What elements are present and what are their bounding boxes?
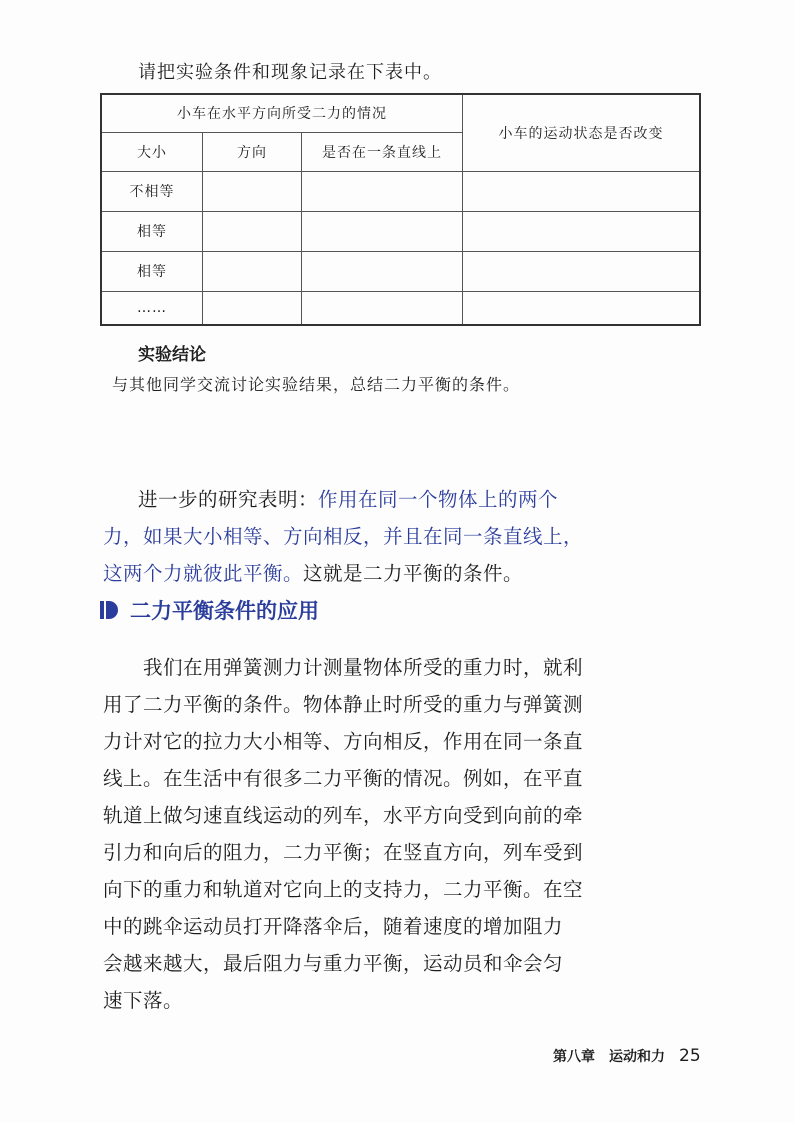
table-row: [101, 292, 700, 325]
finding-line: [138, 484, 558, 512]
section-marker-icon: [100, 600, 118, 620]
body-line: 轨道上做匀速直线运动的列车，水平方向受到向前的牵: [103, 804, 584, 827]
table-row: [101, 171, 700, 211]
table-row: [101, 251, 700, 291]
finding-blue: 这两个力就彼此平衡。: [103, 562, 304, 585]
body-line: 引力和向后的阻力，二力平衡；在竖直方向，列车受到: [103, 841, 584, 864]
body-line: 中的跳伞运动员打开降落伞后，随着速度的增加阻力: [103, 915, 564, 938]
body-line: 我们在用弹簧测力计测量物体所受的重力时，就利: [103, 656, 584, 679]
section-title: 二力平衡条件的应用: [130, 599, 319, 623]
cell-size: 相等: [101, 251, 203, 291]
sub-header-direction: 方向: [203, 132, 302, 171]
finding-plain: 这就是二力平衡的条件。: [303, 562, 524, 585]
sub-header-size: 大小: [101, 132, 203, 171]
cell-size: 不相等: [101, 171, 203, 211]
sub-header-line: 是否在一条直线上: [302, 132, 463, 171]
body-line: 力计对它的拉力大小相等、方向相反，作用在同一条直: [103, 730, 584, 753]
body-line: 会越来越大，最后阻力与重力平衡，运动员和伞会匀: [103, 952, 564, 975]
finding-line: 力，如果大小相等、方向相反，并且在同一条直线上，: [103, 525, 584, 548]
experiment-table: [100, 93, 701, 326]
cell-size: ……: [101, 292, 203, 325]
body-line: 用了二力平衡的条件。物体静止时所受的重力与弹簧测: [103, 693, 584, 716]
finding-blue: 作用在同一个物体上的两个: [318, 488, 559, 511]
finding-plain: 进一步的研究表明：: [138, 488, 319, 511]
table-row: [101, 211, 700, 251]
finding-line: [103, 558, 523, 586]
conclusion-text: 与其他同学交流讨论实验结果，总结二力平衡的条件。: [112, 375, 521, 394]
body-line: 线上。在生活中有很多二力平衡的情况。例如，在平直: [103, 767, 584, 790]
chapter-label: 第八章 运动和力: [553, 1049, 665, 1065]
section-heading: [100, 595, 319, 625]
body-line: 向下的重力和轨道对它向上的支持力，二力平衡。在空: [103, 878, 584, 901]
intro-text: 请把实验条件和现象记录在下表中。: [138, 62, 442, 83]
conclusion-title: 实验结论: [138, 345, 206, 365]
right-header: 小车的运动状态是否改变: [463, 94, 701, 171]
body-line: 速下落。: [103, 989, 184, 1012]
page-footer: [553, 1046, 701, 1066]
page-number: 25: [679, 1046, 701, 1066]
group-header: 小车在水平方向所受二力的情况: [101, 94, 463, 132]
cell-size: 相等: [101, 211, 203, 251]
